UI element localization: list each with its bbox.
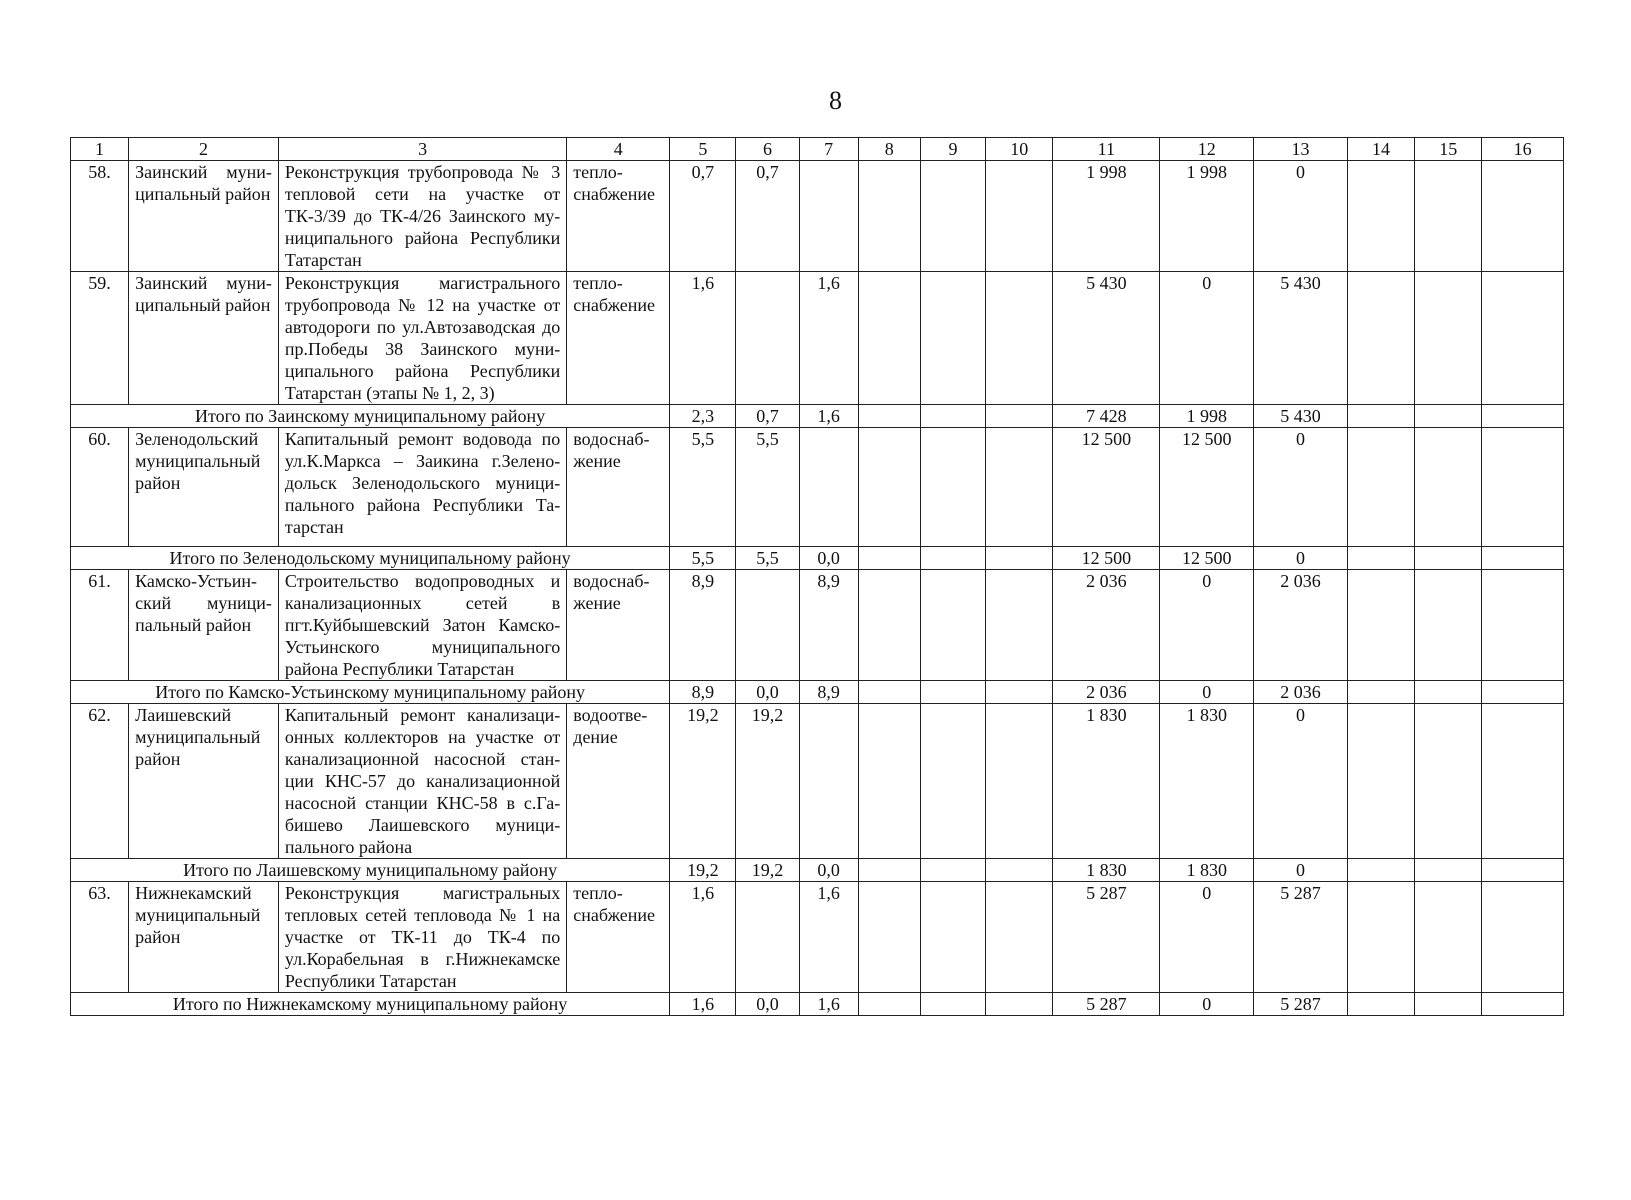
subtotal-value-col13: 0 <box>1254 547 1348 570</box>
project-row <box>71 882 1564 993</box>
subtotal-value-col13: 2 036 <box>1254 681 1348 704</box>
value-cell-col5: 5,5 <box>670 428 736 547</box>
subtotal-value-col11: 12 500 <box>1053 547 1160 570</box>
subtotal-value-col15 <box>1415 681 1482 704</box>
subtotal-value-col14 <box>1347 993 1414 1016</box>
value-cell-col11: 5 430 <box>1053 272 1160 405</box>
subtotal-value-col15 <box>1415 405 1482 428</box>
subtotal-value-col16 <box>1482 405 1564 428</box>
value-cell-col5: 0,7 <box>670 161 736 272</box>
column-header-9: 9 <box>920 138 985 161</box>
value-cell-col5: 19,2 <box>670 704 736 859</box>
value-cell-col15 <box>1415 882 1482 993</box>
value-cell-col6: 19,2 <box>736 704 799 859</box>
value-cell-col13: 0 <box>1254 704 1348 859</box>
value-cell-col8 <box>858 704 920 859</box>
value-cell-col7: 1,6 <box>799 882 858 993</box>
service-type-cell: водоотве-дение <box>567 704 670 859</box>
value-cell-col13: 0 <box>1254 161 1348 272</box>
subtotal-value-col7: 0,0 <box>799 859 858 882</box>
value-cell-col8 <box>858 272 920 405</box>
subtotal-value-col7: 0,0 <box>799 547 858 570</box>
subtotal-value-col12: 1 830 <box>1160 859 1254 882</box>
project-row <box>71 161 1564 272</box>
value-cell-col11: 2 036 <box>1053 570 1160 681</box>
value-cell-col11: 5 287 <box>1053 882 1160 993</box>
subtotal-value-col6: 19,2 <box>736 859 799 882</box>
service-type-cell: тепло-снабжение <box>567 161 670 272</box>
value-cell-col9 <box>920 570 985 681</box>
value-cell-col16 <box>1482 882 1564 993</box>
value-cell-col11: 1 998 <box>1053 161 1160 272</box>
value-cell-col5: 8,9 <box>670 570 736 681</box>
subtotal-value-col8 <box>858 859 920 882</box>
service-type-cell: тепло-снабжение <box>567 272 670 405</box>
subtotal-label: Итого по Лаишевскому муниципальному району <box>71 859 670 882</box>
value-cell-col15 <box>1415 704 1482 859</box>
subtotal-value-col6: 0,7 <box>736 405 799 428</box>
row-number: 61. <box>71 570 129 681</box>
value-cell-col8 <box>858 161 920 272</box>
value-cell-col16 <box>1482 704 1564 859</box>
subtotal-value-col9 <box>920 681 985 704</box>
value-cell-col10 <box>986 161 1053 272</box>
subtotal-value-col15 <box>1415 859 1482 882</box>
value-cell-col12: 0 <box>1160 272 1254 405</box>
column-header-13: 13 <box>1254 138 1348 161</box>
subtotal-value-col16 <box>1482 859 1564 882</box>
subtotal-value-col13: 5 430 <box>1254 405 1348 428</box>
project-row <box>71 704 1564 859</box>
column-header-12: 12 <box>1160 138 1254 161</box>
value-cell-col14 <box>1347 272 1414 405</box>
service-type-cell: водоснаб-жение <box>567 428 670 547</box>
district-cell: Заинский муни-ципальный район <box>129 161 279 272</box>
row-number: 58. <box>71 161 129 272</box>
value-cell-col16 <box>1482 570 1564 681</box>
value-cell-col11: 1 830 <box>1053 704 1160 859</box>
subtotal-row <box>71 993 1564 1016</box>
value-cell-col8 <box>858 428 920 547</box>
project-description-cell: Капитальный ремонт канализаци-онных коллекторов на участке от канализационной насосной стан-ции КНС-57 до канализационной насосной станции КНС-58 в с.Га-бишево Лаишевского муници-пального района <box>278 704 566 859</box>
district-cell: Камско-Устьин-ский муници-пальный район <box>129 570 279 681</box>
subtotal-value-col14 <box>1347 859 1414 882</box>
value-cell-col15 <box>1415 428 1482 547</box>
value-cell-col6 <box>736 272 799 405</box>
project-row <box>71 428 1564 547</box>
value-cell-col13: 5 287 <box>1254 882 1348 993</box>
value-cell-col8 <box>858 882 920 993</box>
subtotal-value-col12: 0 <box>1160 681 1254 704</box>
subtotal-value-col12: 1 998 <box>1160 405 1254 428</box>
row-number: 59. <box>71 272 129 405</box>
page-number: 8 <box>829 86 842 115</box>
value-cell-col13: 2 036 <box>1254 570 1348 681</box>
subtotal-row <box>71 681 1564 704</box>
subtotal-value-col10 <box>986 405 1053 428</box>
value-cell-col9 <box>920 272 985 405</box>
column-header-14: 14 <box>1347 138 1414 161</box>
value-cell-col13: 5 430 <box>1254 272 1348 405</box>
value-cell-col14 <box>1347 704 1414 859</box>
subtotal-value-col9 <box>920 993 985 1016</box>
value-cell-col6: 0,7 <box>736 161 799 272</box>
subtotal-label: Итого по Заинскому муниципальному району <box>71 405 670 428</box>
column-header-1: 1 <box>71 138 129 161</box>
subtotal-value-col7: 1,6 <box>799 405 858 428</box>
subtotal-value-col8 <box>858 993 920 1016</box>
subtotal-value-col7: 8,9 <box>799 681 858 704</box>
value-cell-col12: 0 <box>1160 570 1254 681</box>
subtotal-value-col9 <box>920 405 985 428</box>
district-cell: Лаишевский муниципальный район <box>129 704 279 859</box>
value-cell-col16 <box>1482 161 1564 272</box>
district-cell: Зеленодольский муниципальный район <box>129 428 279 547</box>
value-cell-col6 <box>736 570 799 681</box>
service-type-cell: тепло-снабжение <box>567 882 670 993</box>
value-cell-col5: 1,6 <box>670 882 736 993</box>
column-header-15: 15 <box>1415 138 1482 161</box>
subtotal-value-col10 <box>986 993 1053 1016</box>
subtotal-value-col12: 12 500 <box>1160 547 1254 570</box>
value-cell-col11: 12 500 <box>1053 428 1160 547</box>
subtotal-value-col11: 2 036 <box>1053 681 1160 704</box>
project-row <box>71 272 1564 405</box>
district-cell: Заинский муни-ципальный район <box>129 272 279 405</box>
subtotal-value-col6: 0,0 <box>736 993 799 1016</box>
subtotal-value-col16 <box>1482 547 1564 570</box>
project-description-cell: Реконструкция трубопровода № 3 тепловой сети на участке от ТК-3/39 до ТК-4/26 Заинского му-ниципального района Республики Татарстан <box>278 161 566 272</box>
subtotal-value-col14 <box>1347 547 1414 570</box>
value-cell-col15 <box>1415 272 1482 405</box>
project-table <box>70 137 1564 1016</box>
subtotal-label: Итого по Нижнекамскому муниципальному району <box>71 993 670 1016</box>
value-cell-col7 <box>799 704 858 859</box>
value-cell-col16 <box>1482 272 1564 405</box>
value-cell-col9 <box>920 161 985 272</box>
value-cell-col14 <box>1347 882 1414 993</box>
subtotal-value-col8 <box>858 681 920 704</box>
subtotal-value-col5: 19,2 <box>670 859 736 882</box>
value-cell-col6: 5,5 <box>736 428 799 547</box>
value-cell-col10 <box>986 272 1053 405</box>
value-cell-col9 <box>920 428 985 547</box>
subtotal-value-col7: 1,6 <box>799 993 858 1016</box>
row-number: 63. <box>71 882 129 993</box>
column-header-7: 7 <box>799 138 858 161</box>
column-header-8: 8 <box>858 138 920 161</box>
value-cell-col12: 1 998 <box>1160 161 1254 272</box>
value-cell-col16 <box>1482 428 1564 547</box>
value-cell-col14 <box>1347 428 1414 547</box>
value-cell-col7 <box>799 428 858 547</box>
subtotal-value-col15 <box>1415 547 1482 570</box>
column-header-16: 16 <box>1482 138 1564 161</box>
subtotal-value-col6: 5,5 <box>736 547 799 570</box>
subtotal-row <box>71 859 1564 882</box>
subtotal-value-col6: 0,0 <box>736 681 799 704</box>
value-cell-col9 <box>920 882 985 993</box>
table-body <box>71 161 1564 1016</box>
subtotal-value-col11: 1 830 <box>1053 859 1160 882</box>
value-cell-col9 <box>920 704 985 859</box>
subtotal-value-col11: 5 287 <box>1053 993 1160 1016</box>
subtotal-row <box>71 547 1564 570</box>
subtotal-value-col10 <box>986 859 1053 882</box>
value-cell-col15 <box>1415 161 1482 272</box>
value-cell-col12: 1 830 <box>1160 704 1254 859</box>
value-cell-col10 <box>986 704 1053 859</box>
subtotal-row <box>71 405 1564 428</box>
header-row <box>71 138 1564 161</box>
column-header-3: 3 <box>278 138 566 161</box>
value-cell-col5: 1,6 <box>670 272 736 405</box>
column-header-10: 10 <box>986 138 1053 161</box>
service-type-cell: водоснаб-жение <box>567 570 670 681</box>
subtotal-label: Итого по Камско-Устьинскому муниципальному району <box>71 681 670 704</box>
value-cell-col12: 12 500 <box>1160 428 1254 547</box>
subtotal-value-col14 <box>1347 405 1414 428</box>
subtotal-value-col10 <box>986 547 1053 570</box>
row-number: 62. <box>71 704 129 859</box>
subtotal-value-col5: 1,6 <box>670 993 736 1016</box>
subtotal-value-col9 <box>920 547 985 570</box>
project-description-cell: Капитальный ремонт водовода по ул.К.Маркса – Заикина г.Зелено-дольск Зеленодольского муници-пального района Республики Та-тарстан <box>278 428 566 547</box>
value-cell-col14 <box>1347 570 1414 681</box>
column-header-6: 6 <box>736 138 799 161</box>
project-row <box>71 570 1564 681</box>
value-cell-col10 <box>986 882 1053 993</box>
value-cell-col7 <box>799 161 858 272</box>
subtotal-label: Итого по Зеленодольскому муниципальному району <box>71 547 670 570</box>
subtotal-value-col5: 2,3 <box>670 405 736 428</box>
column-header-11: 11 <box>1053 138 1160 161</box>
subtotal-value-col13: 5 287 <box>1254 993 1348 1016</box>
value-cell-col14 <box>1347 161 1414 272</box>
project-description-cell: Строительство водопроводных и канализационных сетей в пгт.Куйбышевский Затон Камско-Устьинского муниципального района Республики Татарстан <box>278 570 566 681</box>
value-cell-col13: 0 <box>1254 428 1348 547</box>
subtotal-value-col9 <box>920 859 985 882</box>
subtotal-value-col13: 0 <box>1254 859 1348 882</box>
value-cell-col7: 8,9 <box>799 570 858 681</box>
value-cell-col12: 0 <box>1160 882 1254 993</box>
subtotal-value-col15 <box>1415 993 1482 1016</box>
project-description-cell: Реконструкция магистрального трубопровода № 12 на участке от автодороги по ул.Автозаводская до пр.Победы 38 Заинского муни-ципального района Республики Татарстан (этапы № 1, 2, 3) <box>278 272 566 405</box>
subtotal-value-col11: 7 428 <box>1053 405 1160 428</box>
subtotal-value-col8 <box>858 405 920 428</box>
value-cell-col7: 1,6 <box>799 272 858 405</box>
subtotal-value-col5: 5,5 <box>670 547 736 570</box>
column-header-5: 5 <box>670 138 736 161</box>
subtotal-value-col14 <box>1347 681 1414 704</box>
row-number: 60. <box>71 428 129 547</box>
subtotal-value-col16 <box>1482 681 1564 704</box>
subtotal-value-col8 <box>858 547 920 570</box>
value-cell-col10 <box>986 570 1053 681</box>
value-cell-col8 <box>858 570 920 681</box>
subtotal-value-col12: 0 <box>1160 993 1254 1016</box>
subtotal-value-col16 <box>1482 993 1564 1016</box>
subtotal-value-col5: 8,9 <box>670 681 736 704</box>
subtotal-value-col10 <box>986 681 1053 704</box>
value-cell-col15 <box>1415 570 1482 681</box>
project-description-cell: Реконструкция магистральных тепловых сетей тепловода № 1 на участке от ТК-11 до ТК-4 по ул.Корабельная в г.Нижнекамске Республики Татарстан <box>278 882 566 993</box>
column-header-2: 2 <box>129 138 279 161</box>
value-cell-col6 <box>736 882 799 993</box>
column-header-4: 4 <box>567 138 670 161</box>
district-cell: Нижнекамский муниципальный район <box>129 882 279 993</box>
value-cell-col10 <box>986 428 1053 547</box>
